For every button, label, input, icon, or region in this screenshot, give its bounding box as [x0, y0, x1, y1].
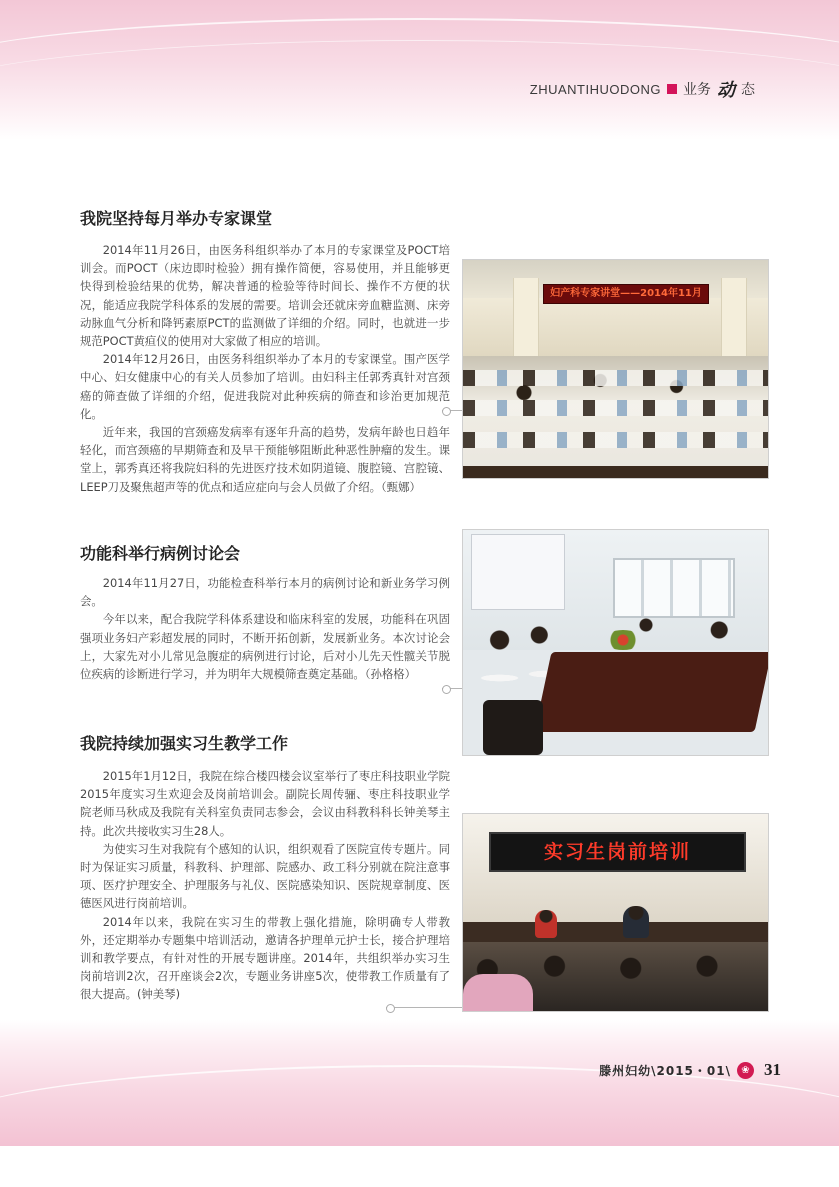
article-paragraph: 2014年以来，我院在实习生的带教上强化措施，除明确专人带教外，还定期举办专题集中培训活动，邀请各护理单元护士长，接合护理培训和教学要点，有针对性的开展专题讲座。2014年，共组织举办实习生岗前培训2次，召开座谈会2次，专题业务讲座5次，使带教工作质量有了很大提高。(钟美琴) — [80, 914, 450, 1002]
photo-led-board: 实习生岗前培训 — [489, 832, 746, 872]
section-latin-title: ZHUANTIHUODONG — [529, 81, 661, 97]
photo-callout-line — [442, 410, 462, 411]
photo-speaker — [623, 906, 649, 938]
top-decorative-band — [0, 0, 839, 140]
photo-meeting-table — [534, 652, 769, 732]
photo-flowers — [603, 630, 643, 650]
section-cn-part-2: 态 — [741, 82, 755, 98]
photo-chair — [483, 700, 543, 755]
photo-lecture-hall — [462, 259, 769, 479]
journal-issue: 滕州妇幼\2015・01\ — [599, 1063, 731, 1078]
photo-host — [535, 910, 557, 938]
section-header — [530, 76, 755, 102]
article-title-case-discussion: 功能科举行病例讨论会 — [80, 544, 241, 563]
article-title-intern-training: 我院持续加强实习生教学工作 — [80, 734, 289, 753]
article-paragraph: 2014年11月27日，功能检查科举行本月的病例讨论和新业务学习例会。 — [80, 576, 450, 609]
photo-training-auditorium — [462, 813, 769, 1012]
square-bullet-icon — [667, 84, 677, 94]
photo-callout-line — [386, 1007, 462, 1008]
section-cn-emphasis: 动 — [717, 80, 735, 101]
photo-projection-screen — [471, 534, 565, 610]
photo-seat-row — [463, 432, 768, 448]
photo-seat-row — [463, 370, 768, 386]
article-title-expert-lecture: 我院坚持每月举办专家课堂 — [80, 209, 273, 228]
article-paragraph: 2014年12月26日，由医务科组织举办了本月的专家课堂。围产医学中心、妇女健康中心的有关人员参加了培训。由妇科主任郭秀真针对宫颈癌的筛查做了详细的介绍，促进我院对此种疾病的筛查和诊治更加规范化。 — [80, 352, 450, 421]
photo-seat-row — [463, 400, 768, 416]
photo-led-banner: 妇产科专家讲堂——2014年11月 — [543, 284, 709, 304]
photo-pink-coat — [463, 974, 533, 1011]
article-body-expert-lecture — [80, 241, 450, 496]
article-body-intern-training — [80, 767, 450, 1004]
page-number: 31 — [764, 1060, 781, 1079]
article-paragraph: 为使实习生对我院有个感知的认识，组织观看了医院宣传专题片。同时为保证实习质量，科教科、护理部、院感办、政工科分别就在院注意事项、医疗护理安全、护理服务与礼仪、医院感染知识、医院规章制度、医德医风进行岗前培训。 — [80, 841, 450, 911]
photo-meeting-room — [462, 529, 769, 756]
article-body-case-discussion — [80, 574, 450, 683]
bottom-decorative-band — [0, 1020, 839, 1146]
journal-logo-icon: ❀ — [737, 1062, 754, 1079]
photo-callout-line — [442, 688, 462, 689]
band-curve — [0, 1065, 839, 1187]
photo-desk — [463, 466, 768, 478]
article-paragraph: 今年以来，配合我院学科体系建设和临床科室的发展，功能科在巩固强项业务妇产彩超发展的同时，不断开拓创新，发展新业务。本次讨论会上，大家先对小儿常见急腹症的病例进行讨论，后对小儿先天性髋关节脱位疾病的诊断进行学习，并为明年大规模筛查奠定基础。（孙格格） — [80, 612, 450, 682]
article-paragraph: 2015年1月12日，我院在综合楼四楼会议室举行了枣庄科技职业学院2015年度实习生欢迎会及岗前培训会。副院长周传骊、枣庄科技职业学院老师马秋成及我院有关科室负责同志参会，会议由科教科科长钟美琴主持。此次共接收实习生28人。 — [80, 769, 450, 838]
page-footer — [599, 1060, 781, 1080]
article-paragraph: 近年来，我国的宫颈癌发病率有逐年升高的趋势，发病年龄也日趋年轻化，而宫颈癌的早期筛查和及早干预能够阻断此种恶性肿瘤的发生。课堂上，郭秀真还将我院妇科的先进医疗技术如阴道镜、腹腔镜、宫腔镜、LEEP刀及聚焦超声等的优点和适应症向与会人员做了介绍。（甄娜） — [80, 425, 450, 494]
article-paragraph: 2014年11月26日，由医务科组织举办了本月的专家课堂及POCT培训会。而POCT（床边即时检验）拥有操作简便，容易使用，并且能够更快得到检验结果的优势，解决普通的检验等待时间长、操作不方便的状况，能适应我院学科体系的发展的需要。培训会还就床旁血糖监测、床旁动脉血气分析和降钙素原PCT的监测做了详细的介绍。同时，也就进一步规范POCT黄疸仪的使用对大家做了相应的培训。 — [80, 243, 450, 349]
section-cn-part-1: 业务 — [683, 82, 711, 98]
